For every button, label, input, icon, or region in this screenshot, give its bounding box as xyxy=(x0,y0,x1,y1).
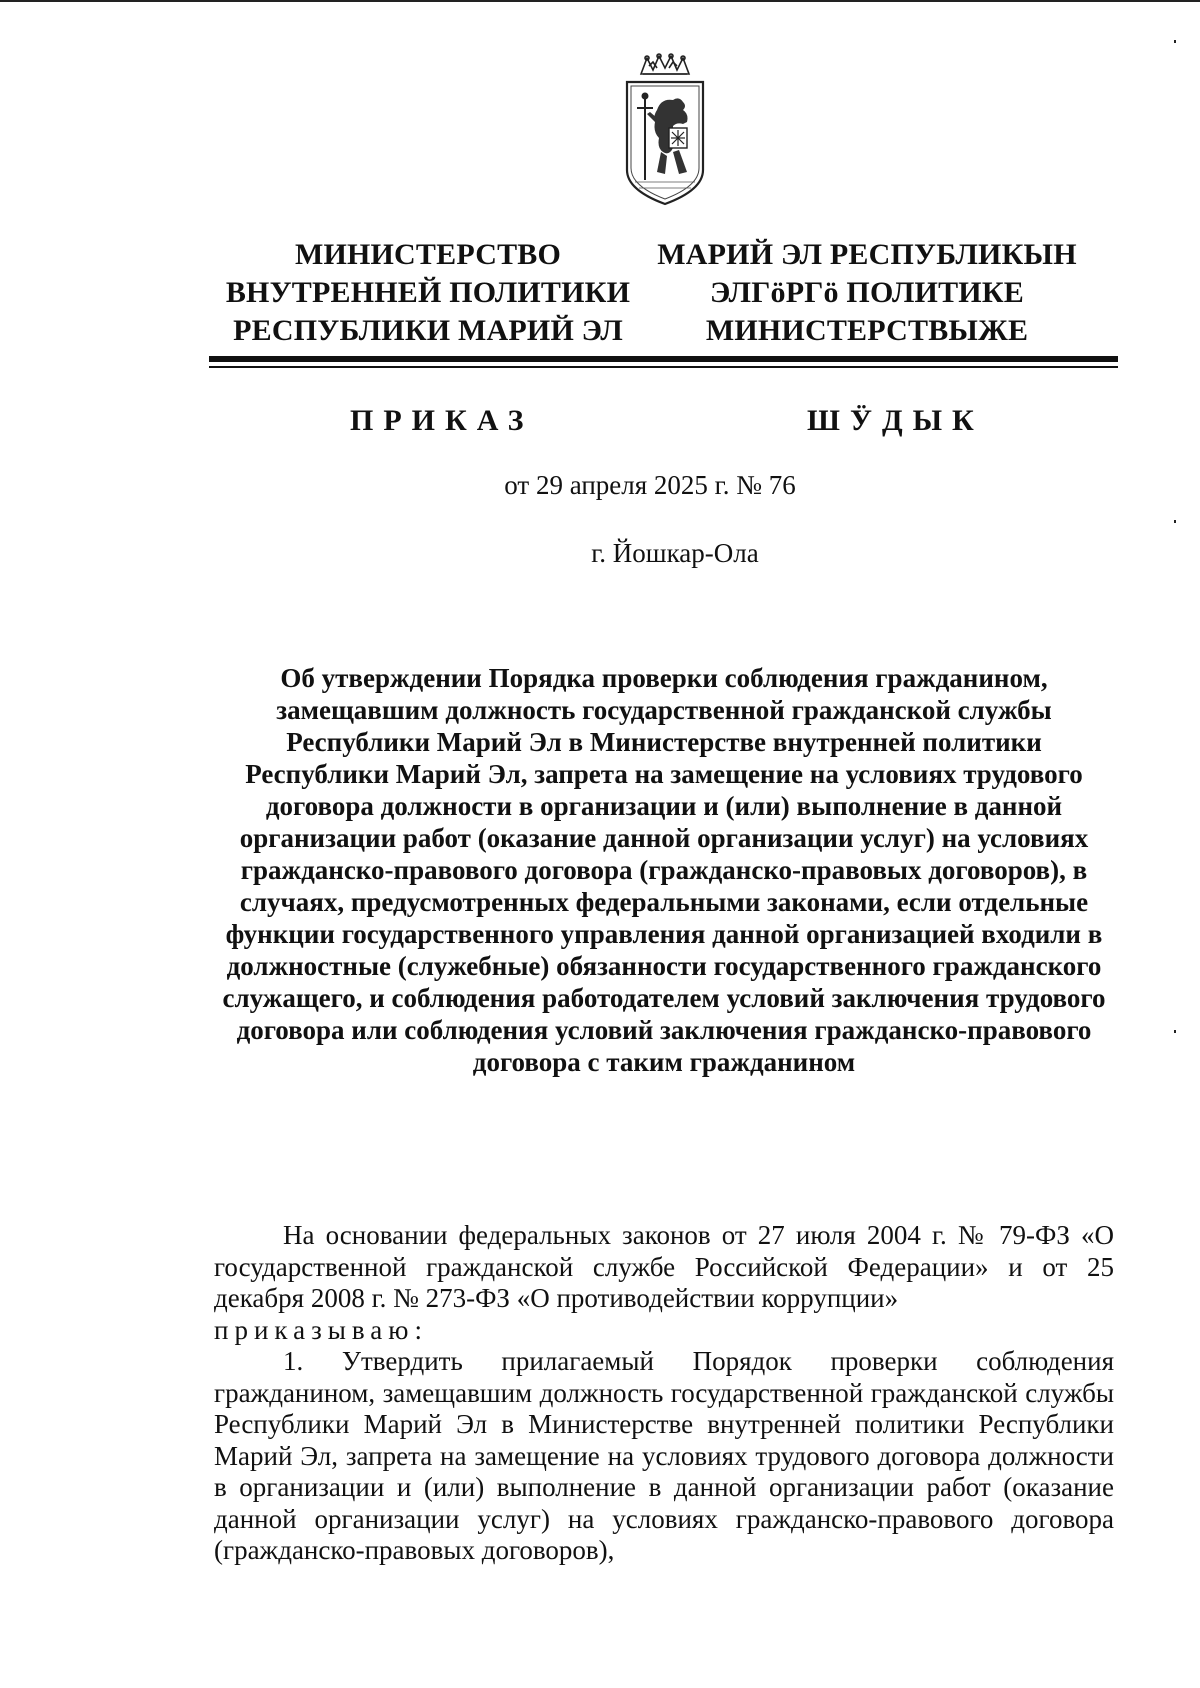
document-title: Об утверждении Порядка проверки соблюдения гражданином, замещавшим должность государственной гражданской службы Республики Марий Эл в Министерстве внутренней политики Республики Марий Эл, запрета на замещение на условиях трудового договора должности в организации и (или) выполнение в данной организации работ (оказание данной организации услуг) на условиях гражданско-правового договора (гражданско-правовых договоров), в случаях, предусмотренных федеральными законами, если отдельные функции государственного управления данной организацией входили в должностные (служебные) обязанности государственного гражданского служащего, и соблюдения работодателем условий заключения трудового договора или соблюдения условий заключения гражданско-правового договора с таким гражданином xyxy=(222,663,1106,1077)
scan-speck xyxy=(1174,1030,1176,1033)
document-type-mari: ШӰДЫК xyxy=(807,404,984,437)
scan-speck xyxy=(1174,40,1176,43)
document-body xyxy=(214,1220,1114,1567)
header-divider-thin xyxy=(209,366,1118,368)
ministry-name-mari xyxy=(607,236,1127,350)
coat-of-arms-icon xyxy=(617,52,713,208)
header-divider-thick xyxy=(209,356,1118,362)
scan-speck xyxy=(1174,520,1176,523)
header-line: ВНУТРЕННЕЙ ПОЛИТИКИ xyxy=(225,276,631,309)
header-line: МИНИСТЕРСТВЫЖЕ xyxy=(705,314,1029,347)
body-paragraph-intro: На основании федеральных законов от 27 июля 2004 г. № 79-ФЗ «О государственной гражданской службе Российской Федерации» и от 25 декабря 2008 г. № 273-ФЗ «О противодействии коррупции» xyxy=(214,1220,1114,1313)
document-type-russian: ПРИКАЗ xyxy=(350,404,534,437)
document-place: г. Йошкар-Ола xyxy=(591,538,759,568)
header-line: ЭЛГӧРГӧ ПОЛИТИКЕ xyxy=(710,276,1024,309)
body-paragraph-item-1: 1. Утвердить прилагаемый Порядок проверки соблюдения гражданином, замещавшим должность государственной гражданской службы Республики Марий Эл в Министерстве внутренней политики Республики Марий Эл, запрета на замещение на условиях трудового договора должности в организации и (или) выполнение в данной организации работ (оказание данной организации услуг) на условиях гражданско-правового договора (гражданско-правовых договоров), xyxy=(214,1346,1114,1565)
document-date-number: от 29 апреля 2025 г. № 76 xyxy=(504,470,796,500)
header-line: МИНИСТЕРСТВО xyxy=(294,238,562,271)
header-line: РЕСПУБЛИКИ МАРИЙ ЭЛ xyxy=(233,314,623,347)
body-command: приказываю: xyxy=(214,1314,428,1345)
scan-edge-line xyxy=(0,0,1200,2)
header-line: МАРИЙ ЭЛ РЕСПУБЛИКЫН xyxy=(657,238,1077,271)
